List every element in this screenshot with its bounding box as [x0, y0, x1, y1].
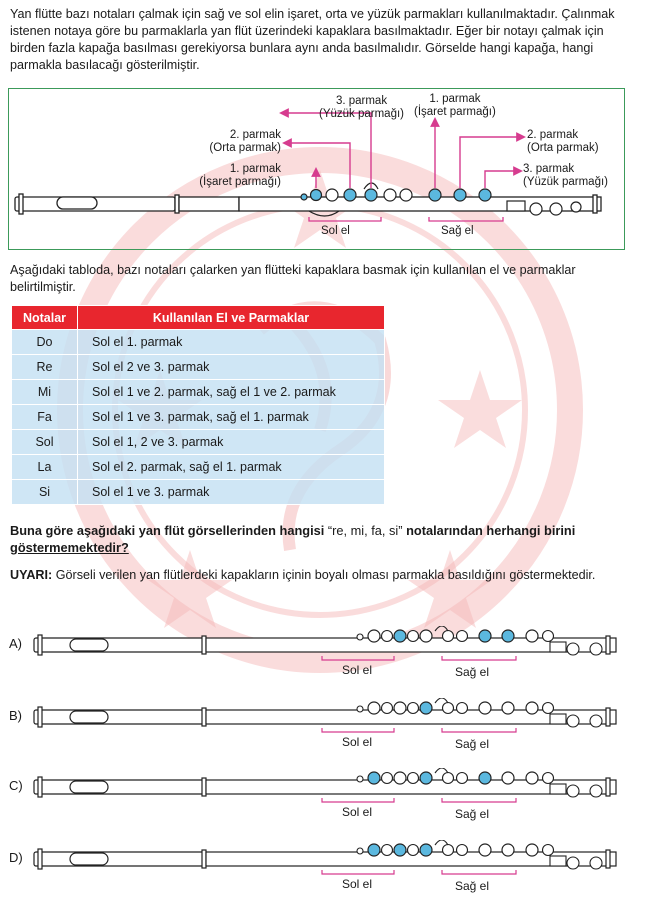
- note-cell: Fa: [12, 405, 78, 430]
- warning-text: UYARI: Görseli verilen yan flütlerdeki kapakların içinin boyalı olması parmakla basıldığını göstermektedir.: [10, 568, 596, 582]
- left-hand-key: [420, 702, 432, 714]
- label-left-hand: Sol el: [342, 663, 373, 677]
- right-hand-key: [526, 844, 538, 856]
- label-left-hand: Sol el: [342, 735, 373, 749]
- table-intro: Aşağıdaki tabloda, bazı notaları çalarken yan flütteki kapaklara basmak için kullanılan el ve parmaklar belirtilmiştir.: [10, 263, 576, 294]
- right-hand-key: [526, 630, 538, 642]
- flute-cap: [38, 777, 42, 797]
- flute-foot-mechanism: [550, 784, 566, 794]
- label-right-hand: Sağ el: [441, 225, 474, 237]
- flute-key: [457, 703, 468, 714]
- header-notes: Notalar: [12, 306, 78, 330]
- flute-key: [382, 631, 393, 642]
- left-hand-key: [420, 844, 432, 856]
- right-hand-key: [502, 772, 514, 784]
- flute-key-arm: [435, 626, 448, 631]
- option-letter[interactable]: B): [9, 708, 22, 723]
- note-cell: Do: [12, 330, 78, 355]
- flute-key-arm: [435, 768, 448, 773]
- flute-cap: [38, 849, 42, 869]
- fingers-cell: Sol el 1. parmak: [78, 330, 385, 355]
- option-letter[interactable]: A): [9, 636, 22, 651]
- fingers-cell: Sol el 1, 2 ve 3. parmak: [78, 430, 385, 455]
- left-hand-key: [420, 630, 432, 642]
- left-hand-key: [368, 844, 380, 856]
- flute-foot-key: [590, 715, 602, 727]
- note-cell: Re: [12, 355, 78, 380]
- flute-key: [443, 773, 454, 784]
- flute-key: [443, 631, 454, 642]
- left-hand-bracket: [322, 870, 394, 874]
- flute-foot-key: [567, 857, 579, 869]
- flute-embouchure: [70, 781, 108, 793]
- option-flute[interactable]: [30, 840, 630, 898]
- right-hand-bracket: [442, 798, 516, 802]
- note-cell: Mi: [12, 380, 78, 405]
- flute-key: [543, 703, 554, 714]
- option-flute[interactable]: [30, 626, 630, 684]
- left-hand-key: [394, 702, 406, 714]
- flute-key: [543, 631, 554, 642]
- flute-trill-key: [357, 634, 363, 640]
- flute-end: [606, 708, 610, 726]
- flute-headjoint: [34, 780, 204, 794]
- left-hand-bracket: [322, 728, 394, 732]
- flute-key: [382, 703, 393, 714]
- flute-foot-mechanism: [550, 856, 566, 866]
- right-hand-key: [479, 630, 491, 642]
- flute-key: [443, 845, 454, 856]
- flute-key: [408, 845, 419, 856]
- right-hand-key: [479, 844, 491, 856]
- label-left-1st-finger: 1. parmak (İşaret parmağı): [199, 163, 281, 188]
- note-cell: Sol: [12, 430, 78, 455]
- flute-key: [543, 845, 554, 856]
- flute-trill-key: [357, 776, 363, 782]
- left-hand-bracket: [322, 656, 394, 660]
- right-hand-bracket: [442, 870, 516, 874]
- right-hand-key: [502, 630, 514, 642]
- flute-key: [382, 845, 393, 856]
- label-right-hand: Sağ el: [455, 807, 490, 821]
- label-right-3rd-finger: 3. parmak (Yüzük parmağı): [523, 163, 609, 188]
- left-hand-key: [368, 702, 380, 714]
- label-left-hand: Sol el: [342, 805, 373, 819]
- option-letter[interactable]: C): [9, 778, 23, 793]
- flute-embouchure: [70, 639, 108, 651]
- label-left-2nd-finger: 2. parmak (Orta parmak): [209, 129, 281, 154]
- right-hand-key: [479, 702, 491, 714]
- table-row: [12, 455, 385, 480]
- flute-headjoint: [34, 638, 204, 652]
- right-hand-key: [526, 772, 538, 784]
- note-cell: La: [12, 455, 78, 480]
- label-left-hand: Sol el: [321, 225, 350, 237]
- note-cell: Si: [12, 480, 78, 505]
- table-row: [12, 480, 385, 505]
- flute-foot-mechanism: [550, 714, 566, 724]
- flute-key: [457, 845, 468, 856]
- right-hand-key: [526, 702, 538, 714]
- left-hand-bracket: [322, 798, 394, 802]
- flute-trill-key: [357, 706, 363, 712]
- flute-end: [606, 778, 610, 796]
- table-row: [12, 355, 385, 380]
- flute-headjoint: [34, 710, 204, 724]
- label-right-1st-finger: 1. parmak (İşaret parmağı): [414, 93, 496, 118]
- flute-key: [543, 773, 554, 784]
- right-hand-bracket: [442, 656, 516, 660]
- intro-paragraph: Yan flütte bazı notaları çalmak için sağ ve sol elin işaret, orta ve yüzük parmakları kullanılmaktadır. Çalınmak istenen notaya göre bu parmaklarla yan flüt üzerindeki kapaklara basılmaktadır. Eğer bir notayı çalmak için birden fazla kapağa basılması gerekiyorsa bunlara aynı anda basılmalıdır. Görselde hangi kapağa, hangi parmakla basılacağı gösterilmiştir.: [10, 7, 615, 72]
- flute-cap: [38, 707, 42, 727]
- right-hand-key: [479, 772, 491, 784]
- left-hand-key: [420, 772, 432, 784]
- left-hand-key: [368, 630, 380, 642]
- flute-foot-key: [590, 643, 602, 655]
- table-row: [12, 380, 385, 405]
- right-hand-key: [502, 702, 514, 714]
- option-flute[interactable]: [30, 768, 630, 826]
- fingering-table: [11, 305, 385, 505]
- flute-key: [457, 631, 468, 642]
- question-text: Buna göre aşağıdaki yan flüt görsellerinden hangisi “re, mi, fa, si” notalarından herhangi birini göstermemektedir?: [10, 523, 576, 555]
- flute-foot-key: [567, 715, 579, 727]
- label-left-3rd-finger: 3. parmak (Yüzük parmağı): [319, 95, 405, 120]
- left-hand-key: [394, 630, 406, 642]
- flute-key: [457, 773, 468, 784]
- flute-key-arm: [435, 840, 448, 845]
- left-hand-key: [368, 772, 380, 784]
- right-hand-bracket: [442, 728, 516, 732]
- label-right-2nd-finger: 2. parmak (Orta parmak): [527, 129, 599, 154]
- label-right-hand: Sağ el: [455, 665, 490, 679]
- flute-key: [382, 773, 393, 784]
- left-hand-key: [394, 772, 406, 784]
- flute-embouchure: [70, 853, 108, 865]
- fingers-cell: Sol el 1 ve 2. parmak, sağ el 1 ve 2. parmak: [78, 380, 385, 405]
- flute-foot-key: [590, 857, 602, 869]
- flute-end: [606, 850, 610, 868]
- flute-embouchure: [70, 711, 108, 723]
- flute-foot-key: [590, 785, 602, 797]
- flute-key: [408, 703, 419, 714]
- flute-foot-mechanism: [550, 642, 566, 652]
- flute-foot-key: [567, 643, 579, 655]
- fingers-cell: Sol el 1 ve 3. parmak, sağ el 1. parmak: [78, 405, 385, 430]
- fingers-cell: Sol el 1 ve 3. parmak: [78, 480, 385, 505]
- flute-trill-key: [357, 848, 363, 854]
- label-left-hand: Sol el: [342, 877, 373, 891]
- table-row: [12, 330, 385, 355]
- flute-key: [443, 703, 454, 714]
- flute-key: [408, 631, 419, 642]
- label-right-hand: Sağ el: [455, 879, 490, 893]
- header-fingers: Kullanılan El ve Parmaklar: [78, 306, 385, 330]
- flute-diagram-frame: [8, 88, 625, 250]
- right-hand-key: [502, 844, 514, 856]
- fingers-cell: Sol el 2 ve 3. parmak: [78, 355, 385, 380]
- fingers-cell: Sol el 2. parmak, sağ el 1. parmak: [78, 455, 385, 480]
- option-flute[interactable]: [30, 698, 630, 756]
- label-right-hand: Sağ el: [455, 737, 490, 751]
- option-letter[interactable]: D): [9, 850, 23, 865]
- table-row: [12, 405, 385, 430]
- flute-foot-key: [567, 785, 579, 797]
- table-row: [12, 430, 385, 455]
- flute-key-arm: [435, 698, 448, 703]
- flute-key: [408, 773, 419, 784]
- flute-end: [606, 636, 610, 654]
- flute-headjoint: [34, 852, 204, 866]
- flute-cap: [38, 635, 42, 655]
- left-hand-key: [394, 844, 406, 856]
